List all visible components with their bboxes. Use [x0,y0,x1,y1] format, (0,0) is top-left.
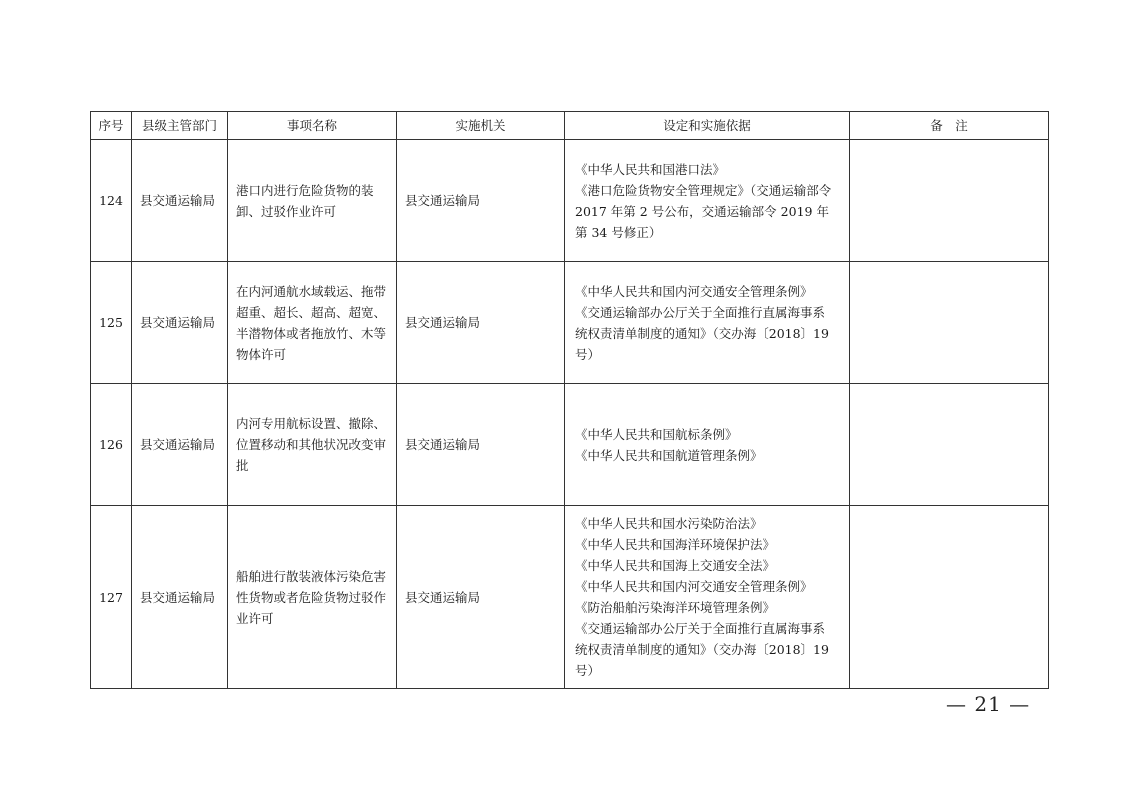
row-seq: 127 [91,506,132,689]
header-item: 事项名称 [228,112,397,140]
row-item: 船舶进行散装液体污染危害性货物或者危险货物过驳作业许可 [228,506,397,689]
row-basis [565,384,850,506]
basis-line: 《中华人民共和国海洋环境保护法》 [575,537,776,552]
page-number: — 21 — [946,692,1031,716]
row-dept: 县交通运输局 [132,384,228,506]
row-dept: 县交通运输局 [132,140,228,262]
row-dept: 县交通运输局 [132,506,228,689]
header-basis: 设定和实施依据 [565,112,850,140]
authority-list-table [90,111,1049,689]
table-row [91,506,1049,689]
row-note [850,506,1049,689]
row-item: 在内河通航水域载运、拖带超重、超长、超高、超宽、半潜物体或者拖放竹、木等物体许可 [228,262,397,384]
basis-line: 《交通运输部办公厅关于全面推行直属海事系统权责清单制度的通知》（交办海〔2018〕19 号） [575,304,829,362]
row-agency: 县交通运输局 [397,384,565,506]
table-row [91,384,1049,506]
basis-line: 《交通运输部办公厅关于全面推行直属海事系统权责清单制度的通知》（交办海〔2018〕19 号） [575,621,829,678]
row-agency: 县交通运输局 [397,262,565,384]
basis-line: 《防治船舶污染海洋环境管理条例》 [575,600,776,615]
basis-line: 《中华人民共和国内河交通安全管理条例》 [575,283,813,299]
basis-line: 《中华人民共和国港口法》 [575,161,726,177]
row-dept: 县交通运输局 [132,262,228,384]
basis-line: 《中华人民共和国航标条例》 [575,426,738,442]
basis-line: 《中华人民共和国内河交通安全管理条例》 [575,579,813,594]
header-note: 备 注 [850,112,1049,140]
basis-line: 《中华人民共和国航道管理条例》 [575,447,763,463]
table-row [91,262,1049,384]
row-basis [565,140,850,262]
row-note [850,384,1049,506]
row-item: 内河专用航标设置、撤除、位置移动和其他状况改变审批 [228,384,397,506]
row-basis [565,506,850,689]
basis-line: 《港口危险货物安全管理规定》（交通运输部令 2017 年第 2 号公布，交通运输部令 2019 年第 34 号修正） [575,182,832,240]
row-item: 港口内进行危险货物的装卸、过驳作业许可 [228,140,397,262]
table-row [91,140,1049,262]
row-seq: 124 [91,140,132,262]
row-seq: 125 [91,262,132,384]
header-agency: 实施机关 [397,112,565,140]
row-note [850,140,1049,262]
table-header-row [91,112,1049,140]
row-seq: 126 [91,384,132,506]
row-agency: 县交通运输局 [397,140,565,262]
header-dept: 县级主管部门 [132,112,228,140]
basis-line: 《中华人民共和国水污染防治法》 [575,516,763,531]
basis-line: 《中华人民共和国海上交通安全法》 [575,558,776,573]
header-seq: 序号 [91,112,132,140]
row-basis [565,262,850,384]
row-agency: 县交通运输局 [397,506,565,689]
row-note [850,262,1049,384]
